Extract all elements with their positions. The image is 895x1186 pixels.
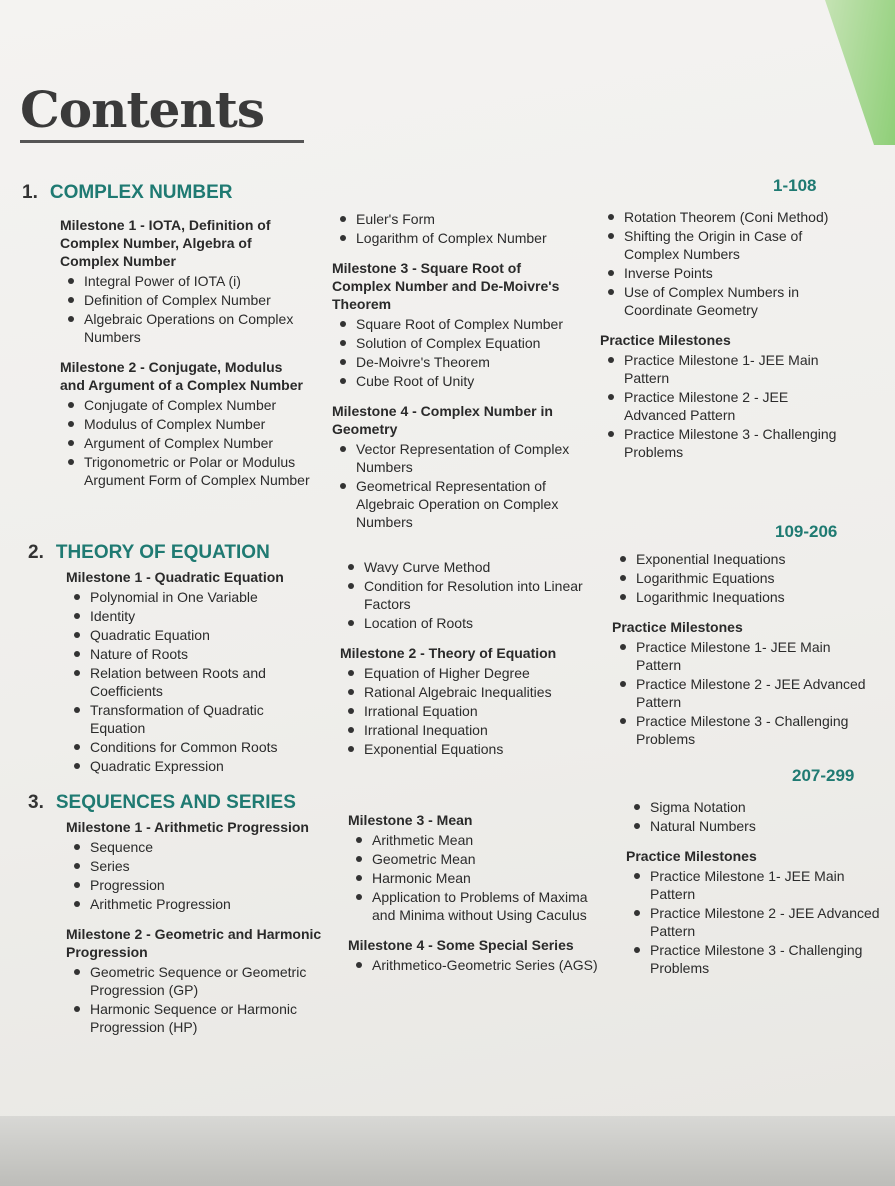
topic-item: Conditions for Common Roots: [90, 738, 316, 756]
topic-item: Series: [90, 857, 331, 875]
milestone-heading: Milestone 4 - Complex Number in Geometry: [332, 403, 553, 437]
topic-list: [60, 396, 310, 489]
topic-item: Natural Numbers: [650, 817, 888, 835]
chapter-2-col-3: [612, 550, 872, 749]
topic-item: Exponential Equations: [364, 740, 590, 758]
topic-item: Argument of Complex Number: [84, 434, 310, 452]
topic-item: Harmonic Mean: [372, 869, 610, 887]
topic-item: Geometric Sequence or Geometric Progression (GP): [90, 963, 331, 999]
chapter-1-pages: 1-108: [773, 176, 817, 195]
topic-item: Harmonic Sequence or Harmonic Progression (HP): [90, 1000, 331, 1036]
topic-item: De-Moivre's Theorem: [356, 353, 582, 371]
topic-item: Practice Milestone 3 - Challenging Problems: [636, 712, 872, 748]
topic-item: Quadratic Equation: [90, 626, 316, 644]
page-bottom-shadow: [0, 1116, 895, 1186]
topic-item: Integral Power of IOTA (i): [84, 272, 310, 290]
topic-item: Cube Root of Unity: [356, 372, 582, 390]
chapter-number: 1.: [22, 182, 38, 203]
chapter-number: 3.: [28, 792, 44, 813]
topic-item: Rational Algebraic Inequalities: [364, 683, 590, 701]
topic-list: [348, 956, 610, 974]
milestone-heading: Milestone 1 - Quadratic Equation: [66, 569, 284, 585]
topic-list: [340, 558, 590, 632]
topic-item: Shifting the Origin in Case of Complex Numbers: [624, 227, 850, 263]
milestone-heading: Practice Milestones: [626, 848, 757, 864]
chapter-2-col-2: [340, 558, 590, 759]
topic-list: [66, 838, 331, 913]
topic-list: [66, 588, 316, 775]
topic-list: [348, 831, 610, 924]
topic-item: Rotation Theorem (Coni Method): [624, 208, 850, 226]
chapter-1-col-3: [600, 208, 850, 462]
green-page-edge: [825, 0, 895, 145]
contents-title: Contents: [20, 80, 265, 139]
topic-item: Irrational Inequation: [364, 721, 590, 739]
chapter-3-heading: [28, 792, 296, 814]
chapter-1-col-1: [60, 216, 310, 490]
topic-list: [626, 867, 888, 977]
milestone-heading: Milestone 4 - Some Special Series: [348, 937, 574, 953]
milestone-heading: Milestone 2 - Geometric and Harmonic Progression: [66, 926, 322, 960]
milestone-heading: Practice Milestones: [600, 332, 731, 348]
topic-item: Relation between Roots and Coefficients: [90, 664, 316, 700]
topic-item: Sigma Notation: [650, 798, 888, 816]
topic-item: Equation of Higher Degree: [364, 664, 590, 682]
topic-item: Condition for Resolution into Linear Factors: [364, 577, 590, 613]
topic-item: Practice Milestone 2 - JEE Advanced Pattern: [650, 904, 888, 940]
topic-item: Vector Representation of Complex Numbers: [356, 440, 582, 476]
topic-item: Location of Roots: [364, 614, 590, 632]
topic-item: Arithmetic Mean: [372, 831, 610, 849]
topic-item: Nature of Roots: [90, 645, 316, 663]
topic-item: Algebraic Operations on Complex Numbers: [84, 310, 310, 346]
topic-list: [60, 272, 310, 346]
topic-item: Arithmetico-Geometric Series (AGS): [372, 956, 610, 974]
chapter-number: 2.: [28, 542, 44, 563]
topic-item: Geometrical Representation of Algebraic Operation on Complex Numbers: [356, 477, 582, 531]
chapter-title: COMPLEX NUMBER: [49, 182, 233, 203]
topic-item: Wavy Curve Method: [364, 558, 590, 576]
topic-item: Logarithmic Equations: [636, 569, 872, 587]
topic-item: Sequence: [90, 838, 331, 856]
topic-item: Practice Milestone 1- JEE Main Pattern: [650, 867, 888, 903]
topic-list: [332, 210, 582, 247]
topic-item: Solution of Complex Equation: [356, 334, 582, 352]
topic-item: Irrational Equation: [364, 702, 590, 720]
topic-list: [612, 638, 872, 748]
topic-item: Practice Milestone 3 - Challenging Problems: [624, 425, 850, 461]
topic-list: [340, 664, 590, 758]
topic-item: Polynomial in One Variable: [90, 588, 316, 606]
topic-item: Definition of Complex Number: [84, 291, 310, 309]
topic-item: Modulus of Complex Number: [84, 415, 310, 433]
topic-item: Euler's Form: [356, 210, 582, 228]
milestone-heading: Milestone 2 - Conjugate, Modulus and Argument of a Complex Number: [60, 359, 303, 393]
topic-item: Geometric Mean: [372, 850, 610, 868]
chapter-3-pages: 207-299: [792, 766, 855, 785]
topic-item: Practice Milestone 2 - JEE Advanced Pattern: [636, 675, 872, 711]
topic-item: Identity: [90, 607, 316, 625]
topic-item: Trigonometric or Polar or Modulus Argument Form of Complex Number: [84, 454, 310, 488]
chapter-1-heading: [22, 182, 232, 204]
topic-item: Application to Problems of Maxima and Minima without Using Caculus: [372, 888, 610, 924]
topic-item: Use of Complex Numbers in Coordinate Geometry: [624, 283, 850, 319]
milestone-heading: Milestone 1 - IOTA, Definition of Complex Number, Algebra of Complex Number: [60, 217, 271, 269]
topic-item: Square Root of Complex Number: [356, 315, 582, 333]
topic-list: [600, 208, 850, 319]
topic-item: Practice Milestone 1- JEE Main Pattern: [624, 351, 850, 387]
topic-item: Quadratic Expression: [90, 757, 316, 775]
chapter-title: THEORY OF EQUATION: [55, 542, 270, 563]
milestone-heading: Milestone 2 - Theory of Equation: [340, 645, 557, 661]
topic-list: [600, 351, 850, 461]
topic-item: Conjugate of Complex Number: [84, 396, 310, 414]
milestone-heading: Practice Milestones: [612, 619, 743, 635]
chapter-title: SEQUENCES AND SERIES: [55, 792, 296, 813]
topic-item: Logarithmic Inequations: [636, 588, 872, 606]
title-underline: [20, 140, 304, 143]
chapter-2-col-1: [66, 568, 316, 776]
topic-item: Practice Milestone 1- JEE Main Pattern: [636, 638, 872, 674]
topic-item: Exponential Inequations: [636, 550, 872, 568]
topic-item: Practice Milestone 3 - Challenging Problems: [650, 941, 888, 977]
chapter-3-col-2: [348, 811, 610, 975]
topic-item: Practice Milestone 2 - JEE Advanced Pattern: [624, 388, 850, 424]
chapter-3-col-3: [626, 798, 888, 978]
topic-list: [626, 798, 888, 835]
topic-item: Arithmetic Progression: [90, 895, 331, 913]
topic-list: [332, 440, 582, 531]
milestone-heading: Milestone 3 - Mean: [348, 812, 473, 828]
milestone-heading: Milestone 3 - Square Root of Complex Number and De-Moivre's Theorem: [332, 260, 560, 312]
chapter-1-col-2: [332, 210, 582, 532]
topic-list: [66, 963, 331, 1036]
topic-list: [612, 550, 872, 606]
chapter-3-col-1: [66, 818, 331, 1037]
topic-list: [332, 315, 582, 390]
topic-item: Logarithm of Complex Number: [356, 229, 582, 247]
topic-item: Transformation of Quadratic Equation: [90, 701, 316, 737]
milestone-heading: Milestone 1 - Arithmetic Progression: [66, 819, 309, 835]
chapter-2-heading: [28, 542, 270, 564]
topic-item: Inverse Points: [624, 264, 850, 282]
chapter-2-pages: 109-206: [775, 522, 838, 541]
topic-item: Progression: [90, 876, 331, 894]
